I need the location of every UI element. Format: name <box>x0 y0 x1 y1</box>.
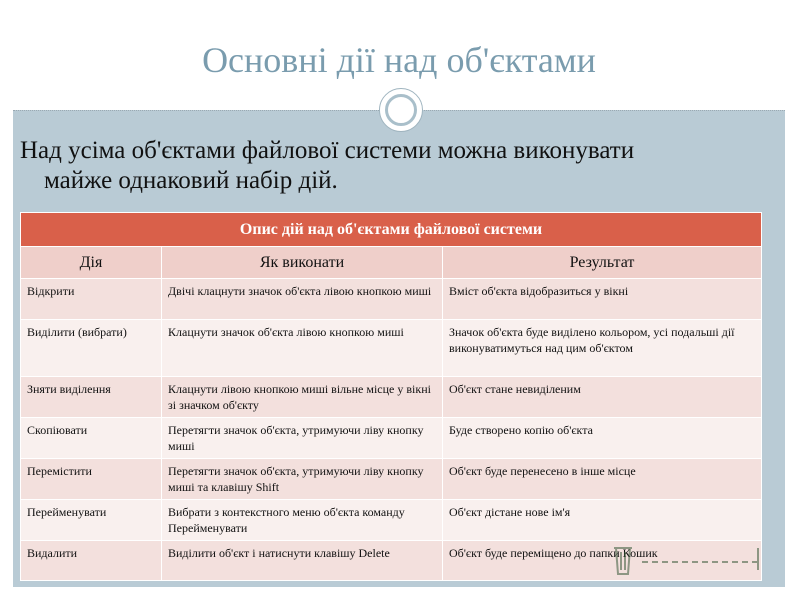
lead-text <box>20 136 790 196</box>
cell-how: Виділити об'єкт і натиснути клавішу Delete <box>162 541 443 581</box>
cell-result: Об'єкт буде перенесено в інше місце <box>443 459 762 500</box>
cell-how: Перетягти значок об'єкта, утримуючи ліву кнопку миші та клавішу Shift <box>162 459 443 500</box>
cell-result: Значок об'єкта буде виділено кольором, усі подальші дії виконуватимуться над цим об'єктом <box>443 320 762 377</box>
header-action: Дія <box>21 247 162 279</box>
table-row <box>21 459 762 500</box>
cell-result: Об'єкт стане невиділеним <box>443 377 762 418</box>
cell-how: Двічі клацнути значок об'єкта лівою кнопкою миші <box>162 279 443 320</box>
lead-line-1: Над усіма об'єктами файлової системи можна виконувати <box>20 137 635 164</box>
table-header-row <box>21 247 762 279</box>
cell-action: Перемістити <box>21 459 162 500</box>
slide-title: Основні дії над об'єктами <box>202 40 596 80</box>
cell-action: Зняти виділення <box>21 377 162 418</box>
ring-inner <box>385 94 417 126</box>
cell-result: Буде створено копію об'єкта <box>443 418 762 459</box>
cell-how: Клацнути лівою кнопкою миші вільне місце у вікні зі значком об'єкту <box>162 377 443 418</box>
ring-ornament-icon <box>379 88 423 132</box>
cell-result: Вміст об'єкта відобразиться у вікні <box>443 279 762 320</box>
cell-how: Перетягти значок об'єкта, утримуючи ліву кнопку миші <box>162 418 443 459</box>
cell-result: Об'єкт буде переміщено до папки Кошик <box>443 541 762 581</box>
cell-action: Видалити <box>21 541 162 581</box>
cell-action: Відкрити <box>21 279 162 320</box>
table-row <box>21 500 762 541</box>
table-row <box>21 418 762 459</box>
cell-action: Перейменувати <box>21 500 162 541</box>
cell-how: Клацнути значок об'єкта лівою кнопкою миші <box>162 320 443 377</box>
header-how: Як виконати <box>162 247 443 279</box>
recycle-bin-watermark-icon <box>608 540 768 580</box>
lead-line-2: майже однаковий набір дій. <box>44 167 338 194</box>
table-caption: Опис дій над об'єктами файлової системи <box>21 213 762 247</box>
actions-table <box>20 212 762 581</box>
cell-how: Вибрати з контекстного меню об'єкта команду Перейменувати <box>162 500 443 541</box>
cell-action: Виділити (вибрати) <box>21 320 162 377</box>
header-result: Результат <box>443 247 762 279</box>
table-row <box>21 377 762 418</box>
table-row <box>21 279 762 320</box>
cell-action: Скопіювати <box>21 418 162 459</box>
table-row <box>21 320 762 377</box>
cell-result: Об'єкт дістане нове ім'я <box>443 500 762 541</box>
